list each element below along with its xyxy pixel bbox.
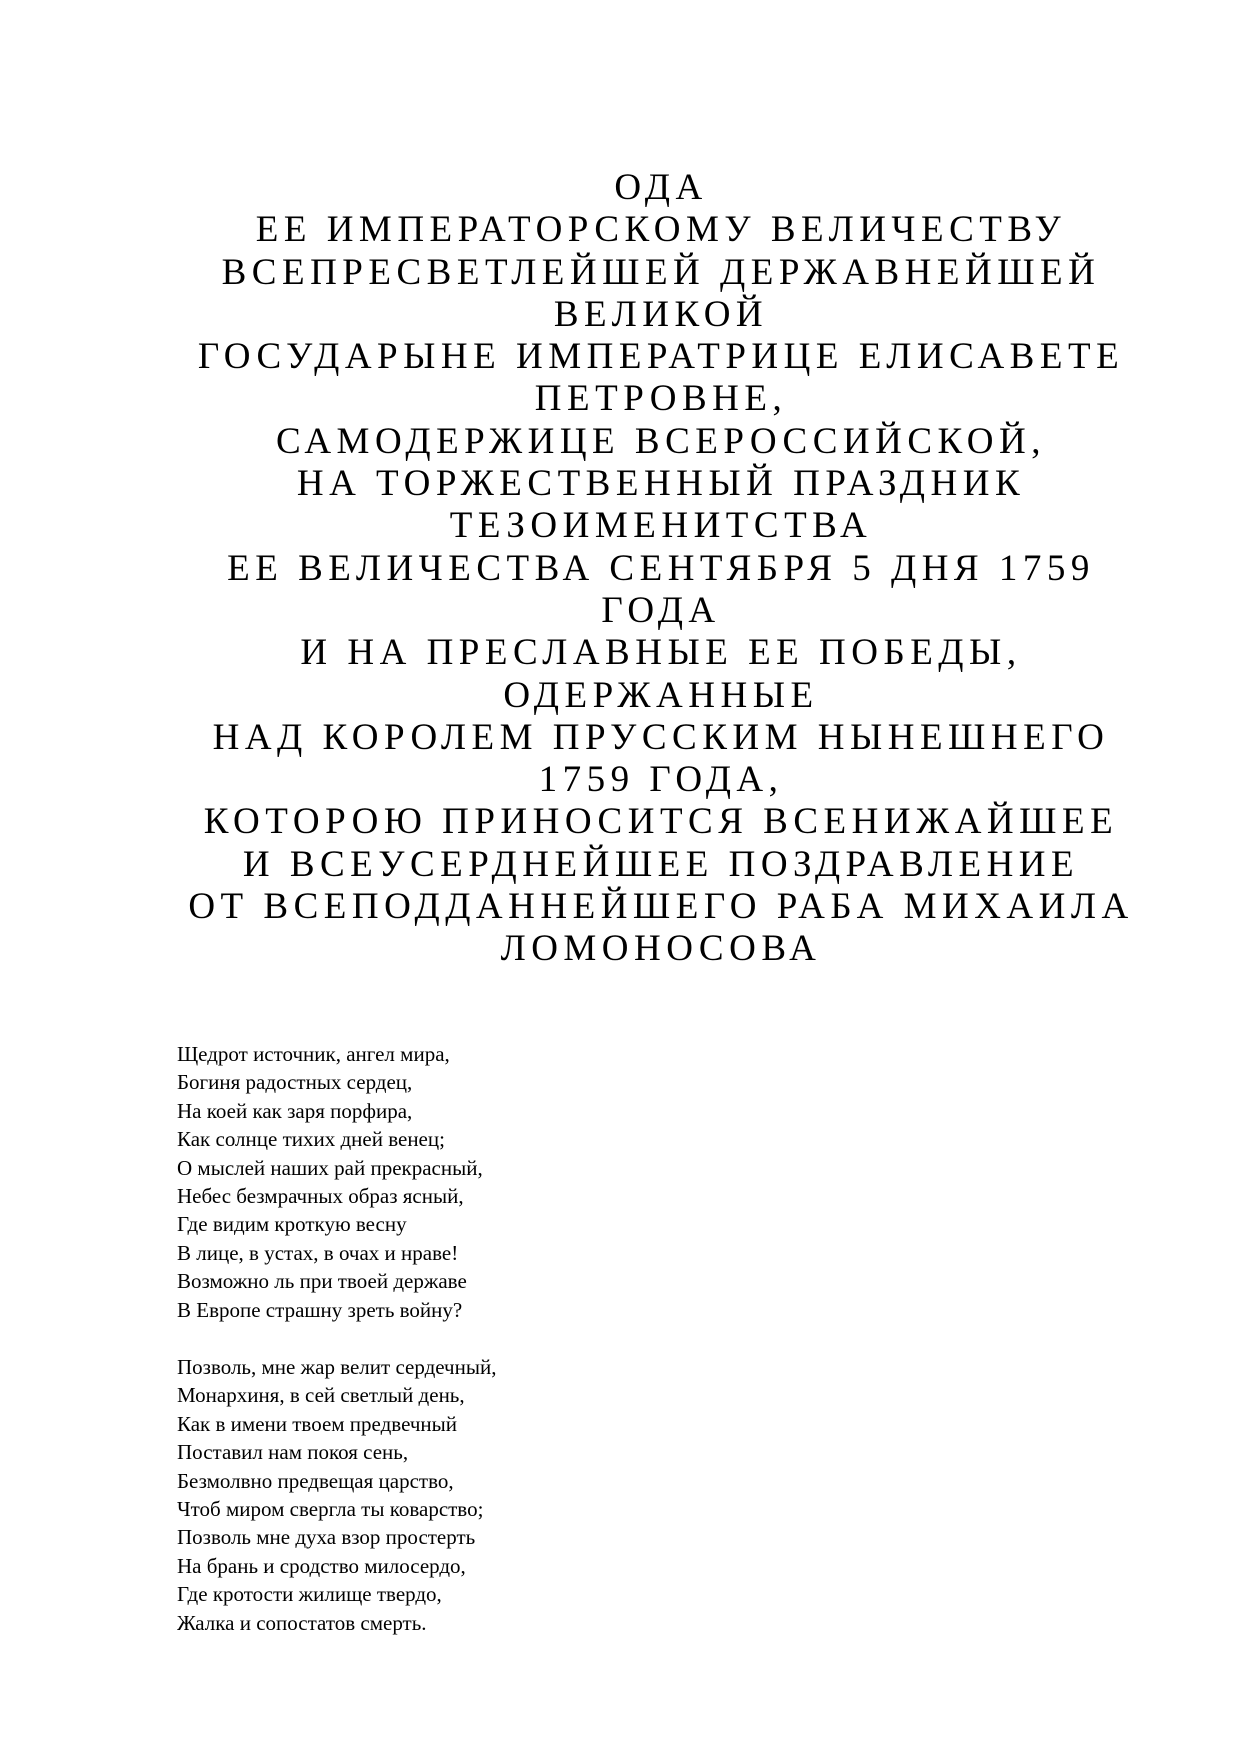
verse-line: Жалка и сопостатов смерть. — [177, 1610, 427, 1635]
title-line: НА ТОРЖЕСТВЕННЫЙ ПРАЗДНИК — [296, 463, 1026, 505]
stanza-1 — [177, 1040, 483, 1324]
title-line: САМОДЕРЖИЦЕ ВСЕРОССИЙСКОЙ, — [276, 420, 1046, 462]
verse-line: Позволь, мне жар велит сердечный, — [177, 1355, 497, 1379]
verse-line: На коей как заря порфира, — [177, 1098, 413, 1123]
title-line: ГОДА — [601, 589, 721, 631]
title-line: ПЕТРОВНЕ, — [534, 378, 788, 420]
verse-line: Позволь мне духа взор простерть — [177, 1525, 476, 1550]
verse-line: Где кротости жилище твердо, — [177, 1582, 442, 1607]
title-line: И ВСЕУСЕРДНЕЙШЕЕ ПОЗДРАВЛЕНИЕ — [242, 843, 1080, 885]
verse-line: Как в имени твоем предвечный — [177, 1411, 458, 1436]
ode-title — [0, 167, 1240, 971]
verse-line: Где видим кроткую весну — [177, 1212, 407, 1237]
title-line: ЛОМОНОСОВА — [500, 928, 822, 970]
verse-line: В Европе страшну зреть войну? — [177, 1297, 463, 1322]
title-line: ОДА — [614, 167, 708, 208]
title-line: 1759 ГОДА, — [538, 759, 784, 801]
verse-line: Чтоб миром свергла ты коварство; — [177, 1497, 484, 1522]
title-line: ВСЕПРЕСВЕТЛЕЙШЕЙ ДЕРЖАВНЕЙШЕЙ — [221, 251, 1101, 293]
title-line: ГОСУДАРЫНЕ ИМПЕРАТРИЦЕ ЕЛИСАВЕТЕ — [197, 336, 1125, 378]
title-line: КОТОРОЮ ПРИНОСИТСЯ ВСЕНИЖАЙШЕЕ — [203, 801, 1119, 843]
title-line: ЕЕ ВЕЛИЧЕСТВА СЕНТЯБРЯ 5 ДНЯ 1759 — [227, 547, 1095, 589]
stanza-2 — [177, 1353, 496, 1637]
title-line: ОТ ВСЕПОДДАННЕЙШЕГО РАБА МИХАИЛА — [188, 886, 1134, 928]
title-line: ОДЕРЖАННЫЕ — [503, 674, 819, 716]
verse-line: О мыслей наших рай прекрасный, — [177, 1155, 483, 1180]
verse-line: Богиня радостных сердец, — [177, 1070, 413, 1095]
verse-line: Возможно ль при твоей державе — [177, 1269, 467, 1294]
verse-line: Поставил нам покоя сень, — [177, 1440, 409, 1465]
title-line: ВЕЛИКОЙ — [553, 293, 769, 335]
verse-line: В лице, в устах, в очах и нраве! — [177, 1240, 459, 1265]
verse-line: На брань и сродство милосердо, — [177, 1553, 466, 1578]
verse-line: Монархиня, в сей светлый день, — [177, 1383, 465, 1408]
verse-line: Щедрот источник, ангел мира, — [177, 1042, 450, 1066]
verse-line: Как солнце тихих дней венец; — [177, 1127, 445, 1152]
verse-line: Безмолвно предвещая царство, — [177, 1468, 454, 1493]
title-line: И НА ПРЕСЛАВНЫЕ ЕЕ ПОБЕДЫ, — [300, 632, 1022, 674]
title-line: ТЕЗОИМЕНИТСТВА — [449, 505, 873, 547]
verse-line: Небес безмрачных образ ясный, — [177, 1184, 464, 1209]
title-line: НАД КОРОЛЕМ ПРУССКИМ НЫНЕШНЕГО — [212, 716, 1110, 758]
title-line: ЕЕ ИМПЕРАТОРСКОМУ ВЕЛИЧЕСТВУ — [255, 209, 1067, 251]
